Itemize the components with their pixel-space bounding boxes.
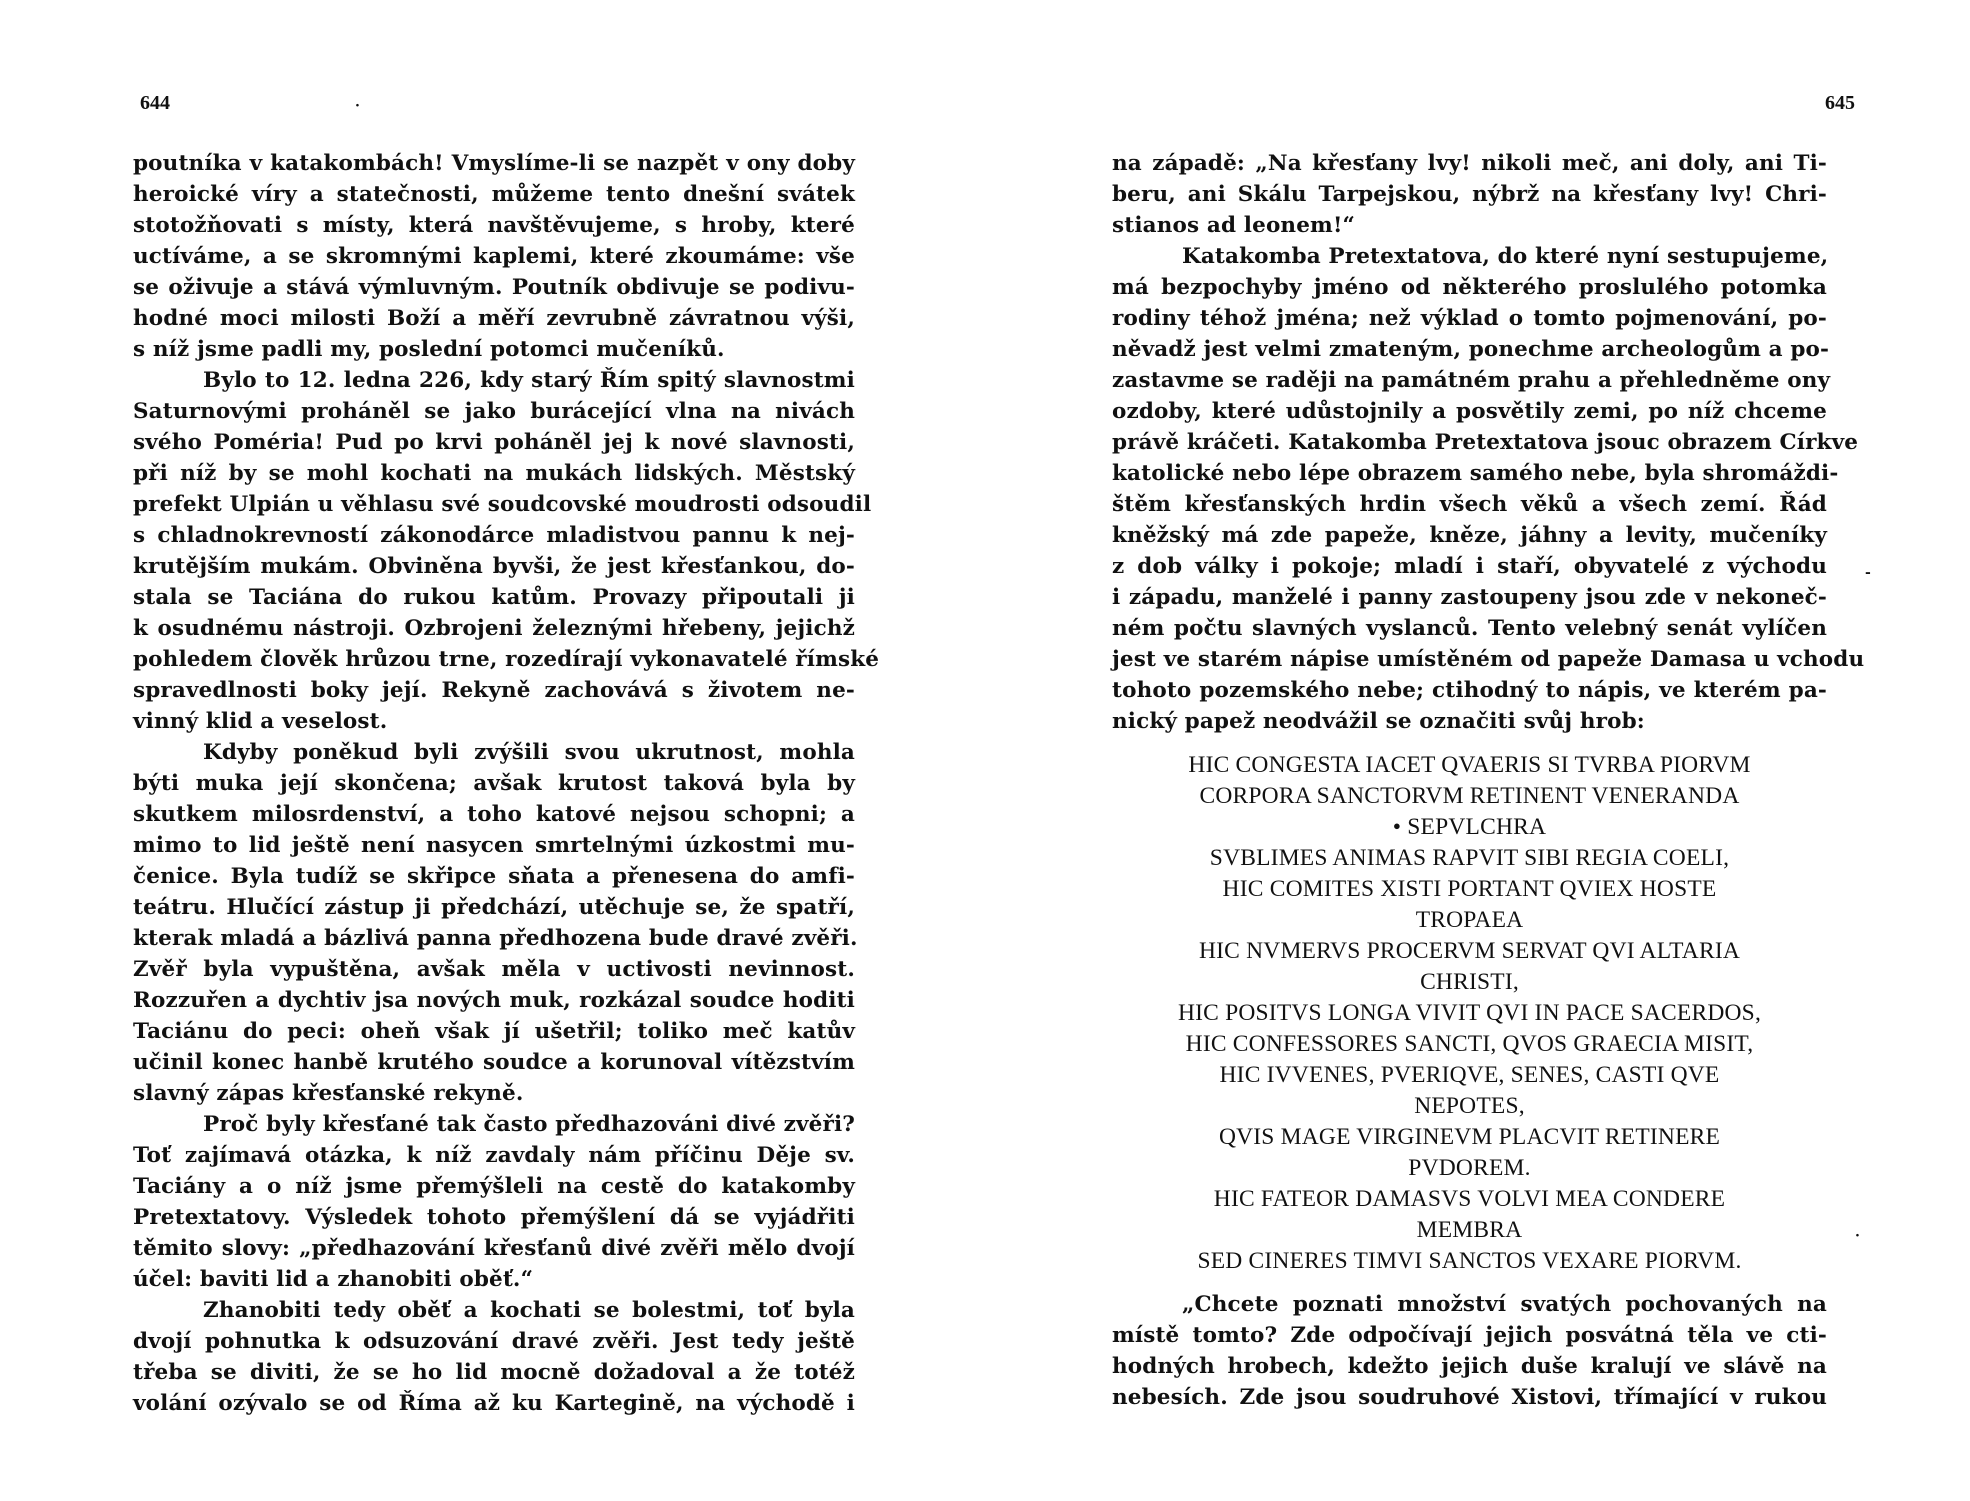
text-line: teátru. Hlučící zástup ji předchází, utěchuje se, že spatří, bbox=[133, 895, 855, 920]
text-line: místě tomto? Zde odpočívají jejich posvátná těla ve cti- bbox=[1112, 1323, 1827, 1348]
text-line: Pretextatovy. Výsledek tohoto přemýšlení dá se vyjádřiti bbox=[133, 1205, 855, 1230]
speck: · bbox=[1855, 1228, 1860, 1244]
text-line: Taciánu do peci: oheň však jí ušetřil; toliko meč katův bbox=[133, 1019, 855, 1044]
text-line: na západě: „Na křesťany lvy! nikoli meč, ani doly, ani Ti- bbox=[1112, 151, 1827, 176]
text-line: nebesích. Zde jsou soudruhové Xistovi, třímající v rukou bbox=[1112, 1385, 1827, 1410]
text-line: „Chcete poznati množství svatých pochovaných na bbox=[1182, 1292, 1827, 1317]
text-line: těmito slovy: „předhazování křesťanů divé zvěři mělo dvojí bbox=[133, 1236, 855, 1261]
text-line: zastavme se raději na památném prahu a přehledněme ony bbox=[1112, 368, 1831, 393]
inscription-line: SVBLIMES ANIMAS RAPVIT SIBI REGIA COELI, bbox=[1209, 845, 1730, 871]
text-line: kterak mladá a bázlivá panna předhozena bude dravé zvěři. bbox=[133, 926, 858, 951]
text-line: štěm křesťanských hrdin všech věků a všech zemí. Řád bbox=[1112, 492, 1827, 517]
text-line: mimo to lid ještě není nasycen smrtelnými úzkostmi mu- bbox=[133, 833, 855, 858]
text-line: poutníka v katakombách! Vmyslíme-li se nazpět v ony doby bbox=[133, 151, 855, 176]
inscription-line: SED CINERES TIMVI SANCTOS VEXARE PIORVM. bbox=[1197, 1248, 1742, 1274]
left-page-text bbox=[133, 148, 880, 1419]
right-page-text bbox=[1112, 148, 1865, 1413]
inscription-line: MEMBRA bbox=[1416, 1217, 1523, 1243]
text-line: třeba se diviti, že se ho lid mocně dožadoval a že totéž bbox=[133, 1360, 855, 1385]
text-line: stotožňovati s místy, která navštěvujeme, s hroby, které bbox=[133, 213, 855, 238]
text-line: volání ozývalo se od Říma až ku Kartegině, na východě i bbox=[133, 1391, 855, 1416]
text-line: při níž by se mohl kochati na mukách lidských. Městský bbox=[133, 461, 855, 486]
text-line: svého Poméria! Pud po krvi poháněl jej k nové slavnosti, bbox=[133, 430, 855, 455]
text-line: Bylo to 12. ledna 226, kdy starý Řím spitý slavnostmi bbox=[203, 368, 855, 393]
inscription-line: QVIS MAGE VIRGINEVM PLACVIT RETINERE bbox=[1218, 1124, 1721, 1150]
text-line: Rozzuřen a dychtiv jsa nových muk, rozkázal soudce hoditi bbox=[133, 988, 855, 1013]
text-line: hodných hrobech, kdežto jejich duše kralují ve slávě na bbox=[1112, 1354, 1827, 1379]
right-page bbox=[985, 0, 1970, 1501]
text-line: katolické nebo lépe obrazem samého nebe, byla shromáždi- bbox=[1112, 461, 1839, 486]
text-line: Toť zajímavá otázka, k níž zavdaly nám příčinu Děje sv. bbox=[133, 1143, 855, 1168]
text-line: pohledem člověk hrůzou trne, rozedírají vykonavatelé římské bbox=[133, 647, 880, 672]
text-line: prefekt Ulpián u věhlasu své soudcovské moudrosti odsoudil bbox=[133, 492, 872, 517]
text-line: dvojí pohnutka k odsuzování dravé zvěři. Jest tedy ještě bbox=[133, 1329, 855, 1354]
text-line: se oživuje a stává výmluvným. Poutník obdivuje se podivu- bbox=[133, 275, 855, 300]
text-line: uctíváme, a se skromnými kaplemi, které zkoumáme: vše bbox=[133, 244, 855, 269]
inscription-line: NEPOTES, bbox=[1414, 1093, 1525, 1119]
text-line: stala se Taciána do rukou katům. Provazy připoutali ji bbox=[133, 585, 855, 610]
text-line: skutkem milosrdenství, a toho katové nejsou schopni; a bbox=[133, 802, 855, 827]
text-line: rodiny téhož jména; než výklad o tomto pojmenování, po- bbox=[1112, 306, 1827, 331]
text-line: Taciány a o níž jsme přemýšleli na cestě do katakomby bbox=[133, 1174, 855, 1199]
speck: · bbox=[355, 98, 360, 114]
text-line: býti muka její skončena; avšak krutost taková byla by bbox=[133, 771, 855, 796]
text-line: krutějším mukám. Obviněna byvši, že jest křesťankou, do- bbox=[133, 554, 855, 579]
inscription-line: HIC FATEOR DAMASVS VOLVI MEA CONDERE bbox=[1213, 1186, 1726, 1212]
speck: - bbox=[1865, 565, 1871, 581]
text-line: vinný klid a veselost. bbox=[133, 709, 388, 734]
text-line: nický papež neodvážil se označiti svůj hrob: bbox=[1112, 709, 1645, 734]
text-line: ném počtu slavných vyslanců. Tento velebný senát vylíčen bbox=[1112, 616, 1827, 641]
page-number: 644 bbox=[140, 92, 170, 114]
text-line: čenice. Byla tudíž se skřipce sňata a přenesena do amfi- bbox=[133, 864, 855, 889]
latin-inscription bbox=[1112, 750, 1827, 1277]
inscription-line: TROPAEA bbox=[1415, 907, 1524, 933]
text-line: něvadž jest velmi zmateným, ponechme archeologům a po- bbox=[1112, 337, 1830, 362]
text-line: slavný zápas křesťanské rekyně. bbox=[133, 1081, 524, 1106]
text-line: právě kráčeti. Katakomba Pretextatova jsouc obrazem Církve bbox=[1112, 430, 1859, 455]
text-line: k osudnému nástroji. Ozbrojeni železnými hřebeny, jejichž bbox=[133, 616, 855, 641]
text-line: kněžský má zde papeže, kněze, jáhny a levity, mučeníky bbox=[1112, 523, 1827, 548]
text-line: stianos ad leonem!“ bbox=[1112, 213, 1356, 238]
inscription-line: HIC IVVENES, PVERIQVE, SENES, CASTI QVE bbox=[1219, 1062, 1720, 1088]
text-line: spravedlnosti boky její. Rekyně zachovává s životem ne- bbox=[133, 678, 855, 703]
paragraph-block bbox=[1112, 1289, 1827, 1413]
inscription-line: HIC NVMERVS PROCERVM SERVAT QVI ALTARIA bbox=[1198, 938, 1741, 964]
inscription-line: HIC CONGESTA IACET QVAERIS SI TVRBA PIORVM bbox=[1188, 752, 1751, 778]
inscription-line: HIC CONFESSORES SANCTI, QVOS GRAECIA MISIT, bbox=[1185, 1031, 1754, 1057]
inscription-line: CHRISTI, bbox=[1420, 969, 1519, 995]
text-line: Zvěř byla vypuštěna, avšak měla v uctivosti nevinnost. bbox=[133, 957, 855, 982]
text-line: hodné moci milosti Boží a měří zevrubně závratnou výši, bbox=[133, 306, 855, 331]
text-line: heroické víry a statečnosti, můžeme tento dnešní svátek bbox=[133, 182, 855, 207]
inscription-line: PVDOREM. bbox=[1408, 1155, 1531, 1181]
inscription-line: CORPORA SANCTORVM RETINENT VENERANDA bbox=[1199, 783, 1740, 809]
inscription-line: HIC POSITVS LONGA VIVIT QVI IN PACE SACERDOS, bbox=[1177, 1000, 1762, 1026]
text-line: tohoto pozemského nebe; ctihodný to nápis, ve kterém pa- bbox=[1112, 678, 1827, 703]
text-line: s chladnokrevností zákonodárce mladistvou pannu k nej- bbox=[133, 523, 855, 548]
inscription-line: HIC COMITES XISTI PORTANT QVIEX HOSTE bbox=[1222, 876, 1717, 902]
text-line: z dob války i pokoje; mladí i staří, obyvatelé z východu bbox=[1112, 554, 1827, 579]
page-number: 645 bbox=[1825, 92, 1855, 114]
text-line: Saturnovými proháněl se jako burácející vlna na nivách bbox=[133, 399, 855, 424]
text-line: jest ve starém nápise umístěném od papeže Damasa u vchodu bbox=[1112, 647, 1865, 672]
text-line: účel: baviti lid a zhanobiti oběť.“ bbox=[133, 1267, 534, 1292]
text-line: má bezpochyby jméno od některého proslulého potomka bbox=[1112, 275, 1827, 300]
text-line: učinil konec hanbě krutého soudce a korunoval vítězstvím bbox=[133, 1050, 855, 1075]
text-line: Kdyby poněkud byli zvýšili svou ukrutnost, mohla bbox=[203, 740, 855, 765]
text-line: s níž jsme padli my, poslední potomci mučeníků. bbox=[133, 337, 725, 362]
paragraph-block bbox=[1112, 148, 1865, 737]
text-line: beru, ani Skálu Tarpejskou, nýbrž na křesťany lvy! Chri- bbox=[1112, 182, 1827, 207]
text-line: Proč byly křesťané tak často předhazováni divé zvěři? bbox=[203, 1112, 856, 1137]
text-line: Zhanobiti tedy oběť a kochati se bolestmi, toť byla bbox=[203, 1298, 855, 1323]
inscription-line: • SEPVLCHRA bbox=[1392, 814, 1547, 840]
text-line: ozdoby, které udůstojnily a posvětily zemi, po níž chceme bbox=[1112, 399, 1827, 424]
text-line: Katakomba Pretextatova, do které nyní sestupujeme, bbox=[1182, 244, 1829, 269]
text-line: i západu, manželé i panny zastoupeny jsou zde v nekoneč- bbox=[1112, 585, 1827, 610]
